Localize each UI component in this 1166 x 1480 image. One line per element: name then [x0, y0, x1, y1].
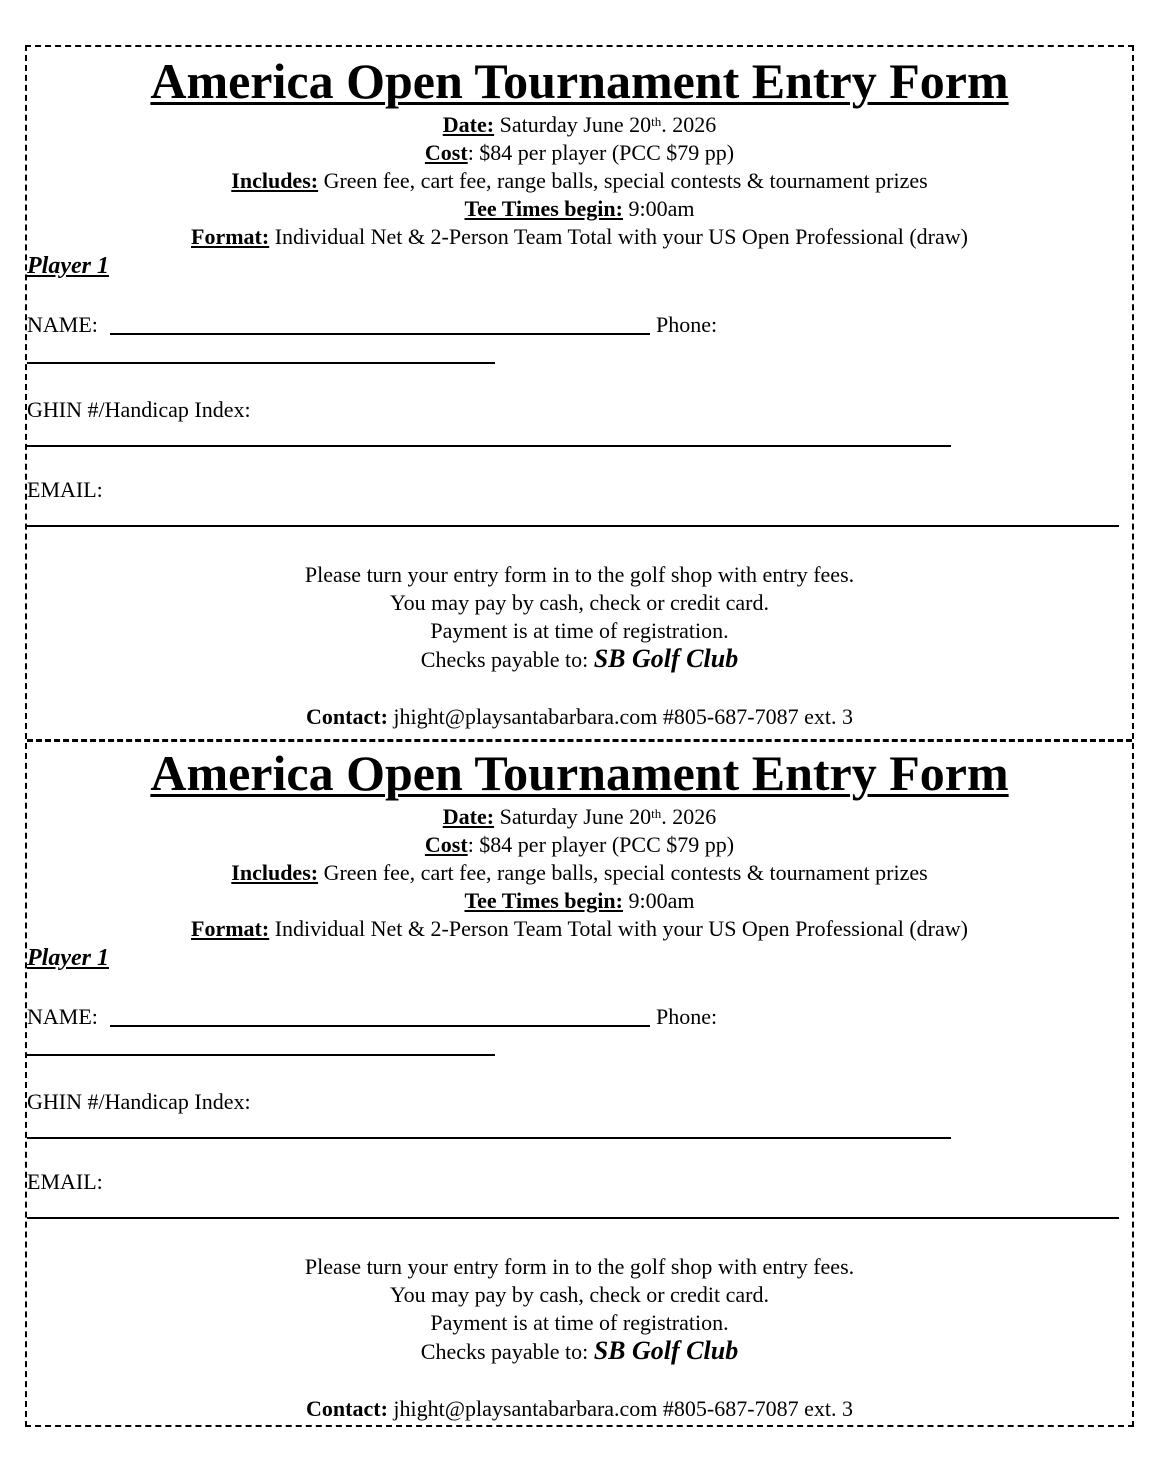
form-title: America Open Tournament Entry Form — [150, 745, 1009, 801]
cost-row — [27, 831, 1132, 859]
contact-row — [27, 1395, 1132, 1423]
ghin-label: GHIN #/Handicap Index: — [27, 1089, 251, 1114]
payment-notes — [27, 1253, 1132, 1366]
form-title: America Open Tournament Entry Form — [150, 53, 1009, 109]
ghin-field[interactable] — [27, 445, 951, 447]
cost-label: Cost — [424, 832, 468, 857]
checks-row — [27, 1337, 1132, 1366]
checks-row — [27, 645, 1132, 674]
phone-label: Phone: — [656, 1004, 718, 1029]
date-label: Date: — [442, 112, 495, 137]
date-year: . 2026 — [661, 804, 717, 829]
includes-value: Green fee, cart fee, range balls, special contests & tournament prizes — [318, 860, 928, 885]
format-label: Format: — [191, 224, 270, 249]
date-value: Saturday June 20 — [494, 112, 652, 137]
cost-row — [27, 139, 1132, 167]
phone-label: Phone: — [656, 312, 718, 337]
cost-value: : $84 per player (PCC $79 pp) — [467, 140, 735, 165]
date-suffix: th — [651, 114, 662, 129]
player-heading: Player 1 — [27, 253, 109, 279]
email-field[interactable] — [27, 1217, 1119, 1219]
event-info — [27, 803, 1132, 943]
format-value: Individual Net & 2-Person Team Total with your US Open Professional (draw) — [269, 224, 968, 249]
note-turn-in: Please turn your entry form in to the golf shop with entry fees. — [304, 562, 855, 587]
tee-times-value: 9:00am — [623, 888, 695, 913]
note-payment-time: Payment is at time of registration. — [430, 1310, 729, 1335]
format-row — [27, 223, 1132, 251]
includes-row — [27, 167, 1132, 195]
note-payment-methods: You may pay by cash, check or credit card. — [390, 1282, 769, 1307]
tee-times-value: 9:00am — [623, 196, 695, 221]
event-info — [27, 111, 1132, 251]
date-row — [27, 111, 1132, 139]
note-turn-in: Please turn your entry form in to the golf shop with entry fees. — [304, 1254, 855, 1279]
phone-field[interactable] — [27, 1054, 495, 1056]
contact-value: jhight@playsantabarbara.com #805-687-7087 ext. 3 — [387, 1396, 853, 1421]
date-year: . 2026 — [661, 112, 717, 137]
date-value: Saturday June 20 — [494, 804, 652, 829]
entry-form-sheet — [25, 45, 1134, 1427]
checks-payee: SB Golf Club — [593, 1336, 739, 1365]
tee-times-label: Tee Times begin: — [464, 196, 623, 221]
phone-field[interactable] — [27, 362, 495, 364]
name-label: NAME: — [27, 1004, 98, 1029]
format-label: Format: — [191, 916, 270, 941]
name-field[interactable] — [110, 1025, 650, 1027]
email-label: EMAIL: — [27, 1169, 103, 1194]
contact-label: Contact: — [306, 704, 388, 729]
date-suffix: th — [651, 806, 662, 821]
ghin-label: GHIN #/Handicap Index: — [27, 397, 251, 422]
payment-notes — [27, 561, 1132, 674]
includes-value: Green fee, cart fee, range balls, special contests & tournament prizes — [318, 168, 928, 193]
cost-label: Cost — [424, 140, 468, 165]
checks-label: Checks payable to: — [420, 647, 594, 672]
tee-times-row — [27, 195, 1132, 223]
includes-row — [27, 859, 1132, 887]
email-field[interactable] — [27, 525, 1119, 527]
contact-label: Contact: — [306, 1396, 388, 1421]
tee-times-label: Tee Times begin: — [464, 888, 623, 913]
date-label: Date: — [442, 804, 495, 829]
checks-label: Checks payable to: — [420, 1339, 594, 1364]
note-payment-methods: You may pay by cash, check or credit card. — [390, 590, 769, 615]
checks-payee: SB Golf Club — [593, 644, 739, 673]
tee-times-row — [27, 887, 1132, 915]
date-row — [27, 803, 1132, 831]
contact-row — [27, 703, 1132, 731]
entry-form-copy-1 — [27, 47, 1132, 739]
ghin-field[interactable] — [27, 1137, 951, 1139]
player-heading: Player 1 — [27, 945, 109, 971]
email-label: EMAIL: — [27, 477, 103, 502]
includes-label: Includes: — [231, 860, 319, 885]
contact-value: jhight@playsantabarbara.com #805-687-7087 ext. 3 — [387, 704, 853, 729]
name-field[interactable] — [110, 333, 650, 335]
includes-label: Includes: — [231, 168, 319, 193]
entry-form-copy-2 — [27, 739, 1132, 1431]
cost-value: : $84 per player (PCC $79 pp) — [467, 832, 735, 857]
name-label: NAME: — [27, 312, 98, 337]
note-payment-time: Payment is at time of registration. — [430, 618, 729, 643]
format-row — [27, 915, 1132, 943]
format-value: Individual Net & 2-Person Team Total with your US Open Professional (draw) — [269, 916, 968, 941]
